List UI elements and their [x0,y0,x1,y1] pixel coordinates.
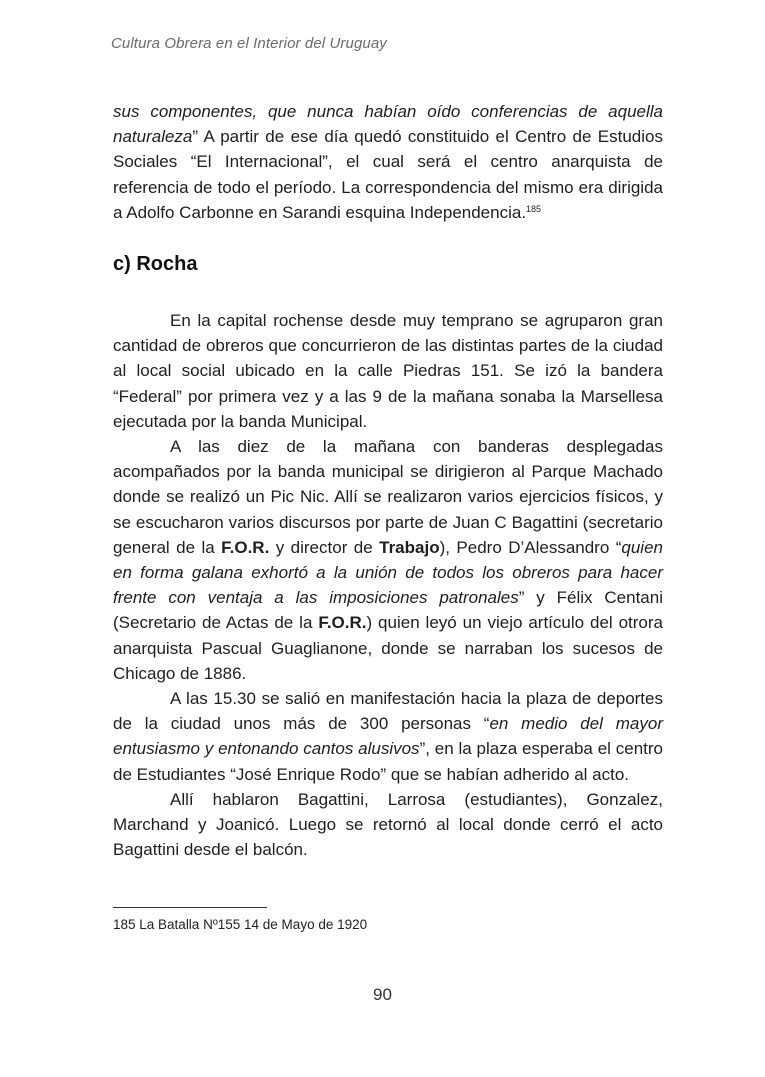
paragraph-2 [113,434,663,686]
running-header: Cultura Obrera en el Interior del Uruguay [111,35,387,52]
paragraph-4-text: Allí hablaron Bagattini, Larrosa (estudiantes), Gonzalez, Marchand y Joanicó. Luego se retornó al local donde cerró el acto Bagattini desde el balcón. [113,789,663,860]
footnote: 185 La Batalla Nº155 14 de Mayo de 1920 [113,917,368,932]
section-body [113,308,663,862]
paragraph-1 [113,308,663,434]
paragraph-2-bold-trabajo: Trabajo [379,537,440,557]
paragraph-2-bold-for-2: F.O.R. [318,613,367,633]
paragraph-3-quote: en medio del mayor entusiasmo y entonando cantos alusivos [113,714,663,759]
paragraph-1-text: En la capital rochense desde muy temprano se agruparon gran cantidad de obreros que concurrieron de las distintas partes de la ciudad al local social ubicado en la calle Piedras 151. Se izó la bandera “Federal” por primera vez y a las 9 de la mañana sonaba la Marsellesa ejecutada por la banda Municipal. [113,311,663,431]
footnote-divider [113,907,267,908]
page-number: 90 [373,985,392,1004]
paragraph-2-bold-for: F.O.R. [221,537,270,557]
paragraph-2-text-a: A las diez de la mañana con banderas desplegadas acompañados por la banda municipal se dirigieron al Parque Machado donde se realizó un Pic Nic. Allí se realizaron varios ejercicios físicos, y se escucharon varios discursos por parte de Juan C Bagattini (secretario general de la [113,437,663,557]
paragraph-2-text-b: y director de [269,537,380,557]
paragraph-4 [113,787,663,863]
paragraph-3 [113,686,663,787]
paragraph-2-text-d: ” y Félix Centani (Secretario de Actas de la [113,588,663,633]
intro-text: ” A partir de ese día quedó constituido el Centro de Estudios Sociales “El Internacional”, el cual será el centro anarquista de referencia de todo el período. La correspondencia del mismo era dirigida a Adolfo Carbonne en Sarandi esquina Independencia. [113,127,663,222]
paragraph-2-quote: quien en forma galana exhortó a la unión de todos los obreros para hacer frente con ventaja a las imposiciones patronales [113,537,663,608]
paragraph-2-text-e: ) quien leyó un viejo artículo del otrora anarquista Pascual Guaglianone, donde se narraban los sucesos de Chicago de 1886. [113,613,663,683]
footnote-reference[interactable]: 185 [526,203,542,214]
paragraph-3-text-a: A las 15.30 se salió en manifestación hacia la plaza de deportes de la ciudad unos más de 300 personas “ [113,689,663,734]
paragraph-2-text-c: ), Pedro D’Alessandro “ [439,537,622,557]
paragraph-3-text-b: ”, en la plaza esperaba el centro de Estudiantes “José Enrique Rodo” que se habían adherido al acto. [113,739,663,784]
intro-quote: sus componentes, que nunca habían oído conferencias de aquella naturaleza [113,102,663,147]
section-heading: c) Rocha [113,253,198,275]
intro-paragraph [113,99,663,225]
